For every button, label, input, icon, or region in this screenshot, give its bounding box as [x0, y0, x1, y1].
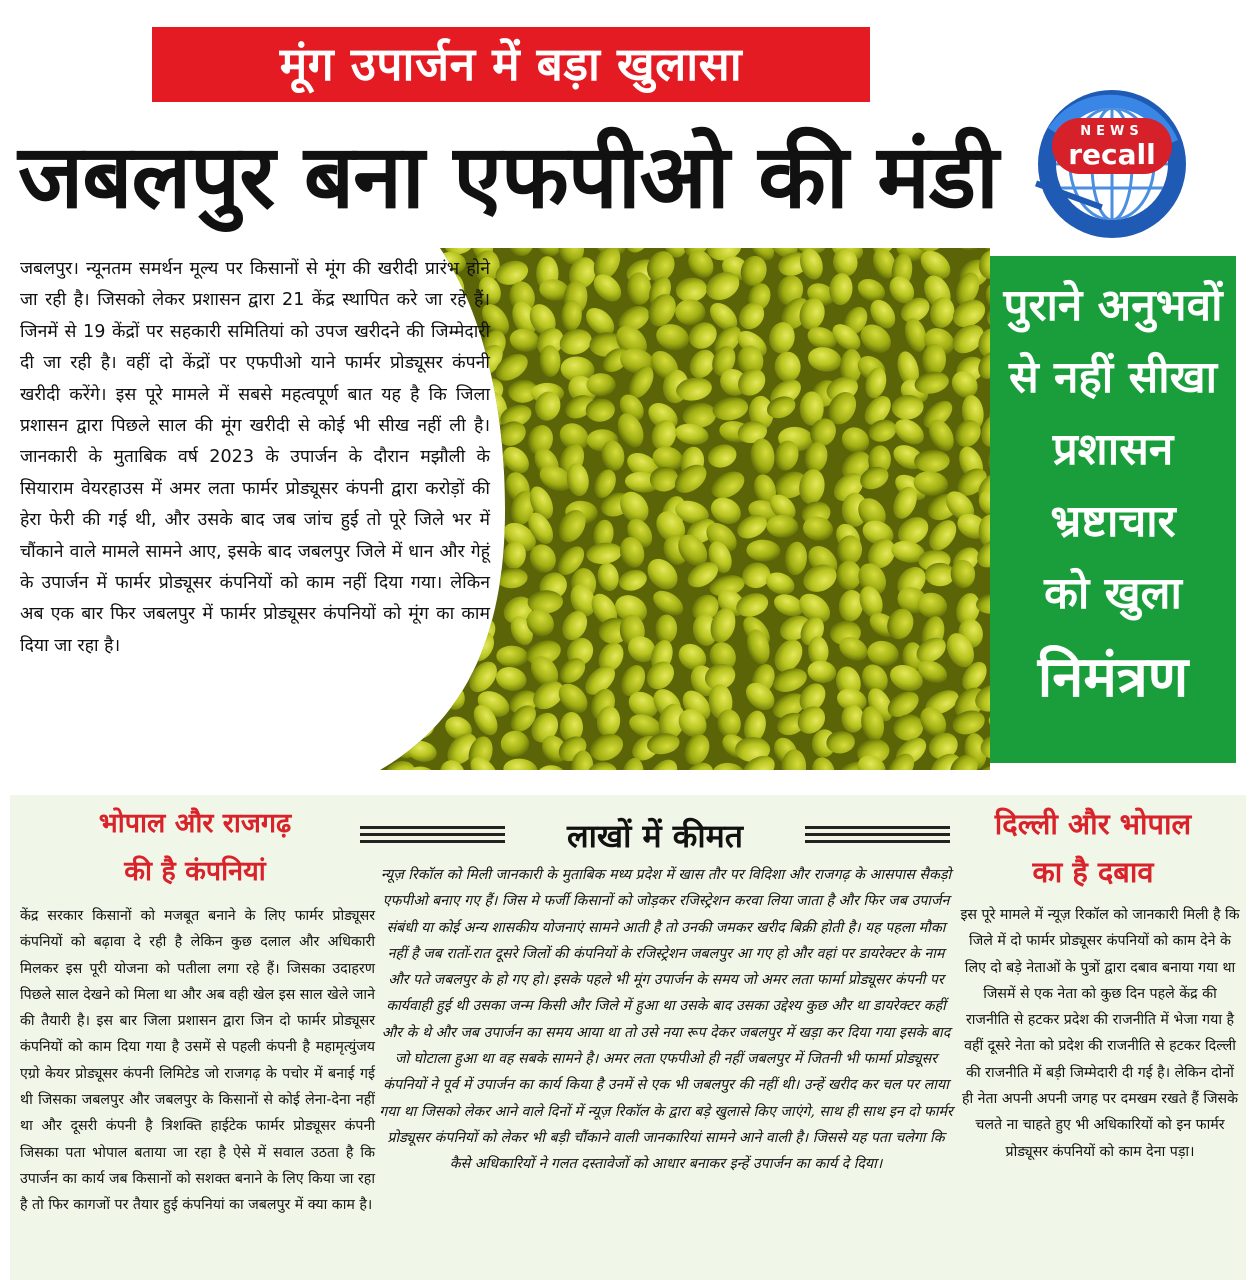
kicker-banner: मूंग उपार्जन में बड़ा खुलासा — [152, 27, 870, 102]
logo-news-text: NEWS — [1080, 124, 1144, 139]
bean — [925, 563, 955, 587]
left-subhead-line-2: की है कंपनियां — [124, 856, 266, 887]
bean — [379, 708, 419, 740]
callout-line-6: निमंत्रण — [1037, 645, 1189, 710]
lead-story-text: जबलपुर। न्यूनतम समर्थन मूल्य पर किसानों से मूंग की खरीदी प्रारंभ होने जा रही है। जिसको लेकर प्रशासन द्वारा 21 केंद्र स्थापित करे जा रहे हैं। जिनमें से 19 केंद्रों पर सहकारी समितियां को उपज खरीदने की जिम्मेदारी दी जा रही है। वहीं दो केंद्रों पर एफपीओ याने फार्मर प्रोड्यूसर कंपनी खरीदी करेंगे। इस पूरे मामले में सबसे महत्वपूर्ण बात यह है कि जिला प्रशासन द्वारा पिछले साल की मूंग खरीदी से कोई भी सीख नहीं ली है। जानकारी के मुताबिक वर्ष 2023 के उपार्जन के दौरान मझौली के सियाराम वेयरहाउस में अमर लता फार्मर प्रोड्यूसर कंपनी द्वारा करोड़ों की हेरा फेरी की गई थी, और उसके बाद जब जांच हुई तो पूरे जिले भर में चौंकाने वाले मामले सामने आए, इसके बाद जबलपुर जिले में धान और गेहूं के उपार्जन में फार्मर प्रोड्यूसर कंपनियों को काम नहीं दिया गया। लेकिन अब एक बार फिर जबलपुर में फार्मर प्रोड्यूसर कंपनियों को मूंग का काम दिया जा रहा है। — [20, 259, 490, 656]
bean — [352, 754, 386, 770]
left-story-text: केंद्र सरकार किसानों को मजबूत बनाने के लिए फार्मर प्रोड्यूसर कंपनियों को बढ़ावा दे रही है लेकिन कुछ दलाल और अधिकारी मिलकर इस पूरी योजना को पतीला लगा रहे हैं। जिसका उदाहरण पिछले साल देखने को मिला था और अब वही खेल इस साल खेले जाने की तैयारी है। इस बार जिला प्रशासन द्वारा जिन दो फार्मर प्रोड्यूसर कंपनियों को काम दिया गया है उसमें से पहली कंपनी है महामृत्युंजय एग्रो केयर प्रोड्यूसर कंपनी लिमिटेड जो राजगढ़ के पचोर में बनाई गई थी जिसका जबलपुर और जबलपुर के किसानों से कोई लेना-देना नहीं था और दूसरी कंपनी है त्रिशक्ति हाईटेक फार्मर प्रोड्यूसर कंपनी जिसका पता भोपाल बताया जा रहा है ऐसे में सवाल उठता है कि उपार्जन का कार्य जब किसानों को सशक्त बनाने के लिए किया जा रहा है तो फिर कागजों पर तैयार हुई कंपनियां का जबलपुर में क्या काम है। — [20, 908, 375, 1214]
middle-subhead-block — [360, 812, 950, 862]
right-subhead-line-2: का है दबाव — [1032, 855, 1154, 889]
callout-line-2: से नहीं सीखा — [1008, 352, 1218, 403]
main-headline: जबलपुर बना एफपीओ की मंडी — [18, 125, 998, 228]
callout-line-4: भ्रष्टाचार — [1050, 496, 1176, 547]
left-subhead-line-1: भोपाल और राजगढ़ — [98, 808, 292, 839]
heading-rule-right — [805, 826, 950, 846]
right-story-text: इस पूरे मामले में न्यूज़ रिकॉल को जानकारी मिली है कि जिले में दो फार्मर प्रोड्यूसर कंपनियों को काम देने के लिए दो बड़े नेताओं के पुत्रों द्वारा दबाव बनाया गया था जिसमें से एक नेता को कुछ दिन पहले केंद्र की राजनीति से हटकर प्रदेश की राजनीति में भेजा गया है वहीं दूसरे नेता को प्रदेश की राजनीति से हटकर दिल्ली की राजनीति में बड़ी जिम्मेदारी दी गई है। लेकिन दोनों ही नेता अपनी अपनी जगह पर दमखम रखते हैं जिसके चलते ना चाहते हुए भी अधिकारियों को इन फार्मर प्रोड्यूसर कंपनियों को काम देना पड़ा। — [960, 907, 1240, 1160]
editorial-callout-box — [990, 256, 1236, 763]
logo-recall-text: recall — [1068, 138, 1156, 171]
bean — [409, 686, 446, 712]
news-recall-logo — [1028, 88, 1196, 238]
callout-line-5: को खुला — [1044, 568, 1182, 619]
middle-story-text: न्यूज़ रिकॉल को मिली जानकारी के मुताबिक मध्य प्रदेश में खास तौर पर विदिशा और राजगढ़ के आसपास सैकड़ो एफपीओ बनाए गए हैं। जिस मे फर्जी किसानों को जोड़कर रजिस्ट्रेशन करवा लिया जाता है और फिर जब उपार्जन संबंधी या कोई अन्य शासकीय योजनाएं सामने आती है तो उनकी जमकर खरीद बिक्री होती है। यह पहला मौका नहीं है जब रातों-रात दूसरे जिलों की कंपनियों के रजिस्ट्रेशन जबलपुर आ गए हो और वहां पर डायरेक्टर के नाम और पते जबलपुर के हो गए हो। इसके पहले भी मूंग उपार्जन के समय जो अमर लता फार्मा प्रोड्यूसर कंपनी पर कार्यवाही हुई थी उसका जन्म किसी और जिले में हुआ था उसके बाद उसका उद्देश्य कुछ और था डायरेक्टर कहीं और के थे और जब उपार्जन का समय आया था तो उसे नया रूप देकर जबलपुर में खड़ा कर दिया गया इसके बाद जो घोटाला हुआ था वह सबके सामने है। अमर लता एफपीओ ही नहीं जबलपुर में जितनी भी फार्मा प्रोड्यूसर कंपनियों ने पूर्व में उपार्जन का कार्य किया है उनमें से एक भी जबलपुर की नहीं थी। उन्हें खरीद कर चल पर लाया गया था जिसको लेकर आने वाले दिनों में न्यूज़ रिकॉल के द्वारा बड़े खुलासे किए जाएंगे, साथ ही साथ इन दो फार्मर प्रोड्यूसर कंपनियों को लेकर भी बड़ी चौंकाने वाली जानकारियां सामने आने वाली है। जिससे यह पता चलेगा कि कैसे अधिकारियों ने गलत दस्तावेजों को आधार बनाकर इन्हें उपार्जन का कार्य दे दिया। — [379, 867, 953, 1173]
right-subhead-line-1: दिल्ली और भोपाल — [994, 807, 1192, 841]
middle-subhead: लाखों में कीमत — [566, 817, 744, 855]
bean — [357, 710, 386, 745]
bean — [836, 561, 861, 590]
callout-line-3: प्रशासन — [1052, 424, 1174, 475]
right-subhead — [958, 800, 1228, 896]
left-subhead — [20, 800, 370, 896]
callout-line-1: पुराने अनुभवों — [1003, 280, 1223, 331]
bean — [379, 684, 414, 709]
heading-rule-left — [360, 826, 505, 846]
bean — [353, 678, 390, 714]
bean — [349, 733, 387, 763]
